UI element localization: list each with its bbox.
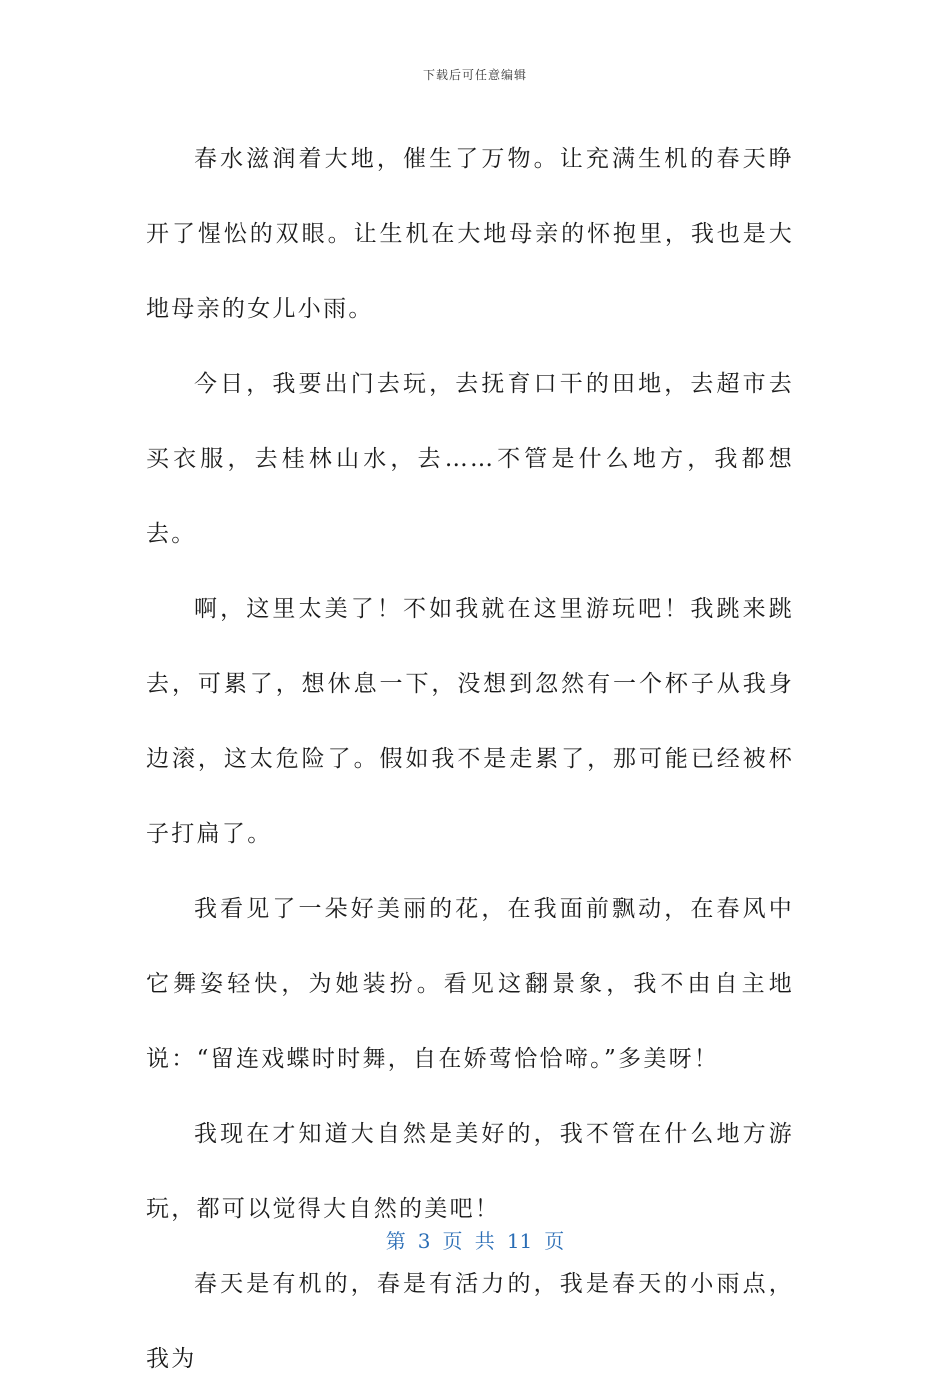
current-page-number: 3 [417,1229,431,1253]
page-prefix: 第 [385,1229,406,1253]
document-body [146,122,794,1397]
paragraph-1: 春水滋润着大地，催生了万物。让充满生机的春天睁开了惺忪的双眼。让生机在大地母亲的怀抱里，我也是大地母亲的女儿小雨。 [146,146,794,322]
total-pages-number: 11 [506,1229,533,1253]
paragraph-5: 我现在才知道大自然是美好的，我不管在什么地方游玩，都可以觉得大自然的美吧！ [146,1121,794,1222]
page-footer [0,1225,950,1254]
page-mid: 页 共 [442,1229,495,1253]
paragraph-2: 今日，我要出门去玩，去抚育口干的田地，去超市去买衣服，去桂林山水，去……不管是什么地方，我都想去。 [146,371,794,547]
paragraph-4: 我看见了一朵好美丽的花，在我面前飘动，在春风中它舞姿轻快，为她装扮。看见这翻景象，我不由自主地说：“留连戏蝶时时舞，自在娇莺恰恰啼。”多美呀！ [146,896,794,1072]
paragraph-6: 春天是有机的，春是有活力的，我是春天的小雨点，我为 [146,1271,794,1372]
page-header: 下载后可任意编辑 [422,68,527,82]
paragraph-3: 啊，这里太美了！不如我就在这里游玩吧！我跳来跳去，可累了，想休息一下，没想到忽然有一个杯子从我身边滚，这太危险了。假如我不是走累了，那可能已经被杯子打扁了。 [146,596,794,847]
page-suffix: 页 [544,1229,565,1253]
